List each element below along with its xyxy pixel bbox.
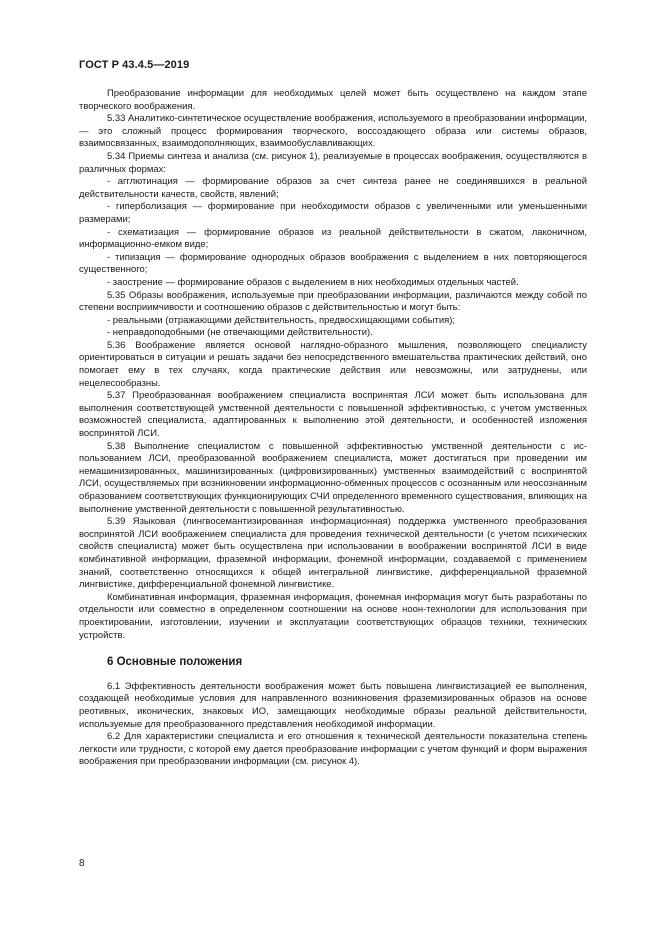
paragraph: 5.34 Приемы синтеза и анализа (см. рисунок 1), реализуемые в процессах воображения, осуществляются в различных формах: bbox=[79, 150, 587, 175]
paragraph: 5.36 Воображение является основой наглядно-образного мышления, позволяющего специалисту ориентироваться в ситуации и решать задачи без непосредственного вмешательства практических действий, оно помогает ему в тех случаях, когда практические действия или невозможны, или затруднены, или нецелесообразны. bbox=[79, 339, 587, 389]
section-heading: 6 Основные положения bbox=[107, 656, 243, 669]
paragraph: 5.35 Образы воображения, используемые при преобразовании информации, различаются между собой по степени восприимчивости и соотношению образов с действительностью и могут быть: bbox=[79, 289, 587, 314]
list-item: - неправдоподобными (не отвечающими действительности). bbox=[107, 327, 373, 339]
paragraph: 5.33 Аналитико-синтетическое осуществление воображения, используемого в преобразовании информации, — это сложный процесс формирования творческого, воссоздающего образа или системы образов, взаимосвязанных, взаимодополняющих, взаимообуславливающих. bbox=[79, 113, 588, 150]
paragraph: 6.2 Для характеристики специалиста и его отношения к технической деятельности показательна степень легкости или трудности, с которой ему дается преобразование информации с учетом функций и форм выражения воображения при преобразовании информации (см. рисунок 4). bbox=[79, 731, 587, 768]
list-item: - реальными (отражающими действительность, предвосхищающими события); bbox=[107, 314, 455, 326]
paragraph: 5.37 Преобразованная воображением специалиста воспринятая ЛСИ может быть использована для выполнения соответствующей умственной деятельности с повышенной эффективностью, с учетом умственных возможностей специалиста, адаптированных к выполнению этой деятельности, и особенностей изложения воспринятой ЛСИ. bbox=[79, 390, 587, 440]
list-item: - типизация — формирование однородных образов воображения с выделением в них повторяющегося существенного; bbox=[79, 251, 587, 276]
paragraph: 5.39 Языковая (лингвосемантизированная информационная) поддержка умственного преобразования воспринятой ЛСИ воображением специалиста для проведения технической деятельности (с учетом психических свойств специалиста) может быть осуществлена при использовании в воображении воспринятой ЛСИ в виде комбинативной информации, фраземной информации, фонемной информации, создаваемой с применением знаний, соответственно относящихся к общей интегральной лингвистике, дифференциальной фраземной лингвистике, дифференциальной фонемной лингвистике. bbox=[79, 516, 587, 591]
document-body bbox=[79, 88, 587, 769]
list-item: - агглютинация — формирование образов за счет синтеза ранее не соединявшихся в реальной действительности качеств, свойств, явлений; bbox=[79, 176, 587, 200]
list-item: - гиперболизация — формирование при необходимости образов с увеличенными или уменьшенными размерами; bbox=[79, 201, 587, 225]
paragraph: Комбинативная информация, фраземная информация, фонемная информация могут быть разработаны по отдельности или совместно в определенном соотношении на основе ноон-технологии для использования при проектировании, изготовлении, изучении и эксплуатации соответствующих образцов техники, технических устройств. bbox=[79, 591, 587, 641]
paragraph: Преобразование информации для необходимых целей может быть осуществлено на каждом этапе творческого воображения. bbox=[79, 88, 587, 112]
list-item: - заострение — формирование образов с выделением в них необходимых отдельных частей. bbox=[107, 276, 519, 288]
paragraph: 5.38 Выполнение специалистом с повышенной эффективностью умственной деятельности с использованием ЛСИ, преобразованной воображением специалиста, может достигаться при проведении им немашинизированных, машинизированных (цифровизированных) умственных взаимодействий с воспринятой ЛСИ, осуществляемых при возникновении информационно-обменных процессов с осознанным или неосознанным образованием соответствующих функционирующих СЧИ определенного временного существования, влияющих на выполнение умственной деятельности с повышенной результативностью. bbox=[79, 440, 587, 515]
document-header: ГОСТ Р 43.4.5—2019 bbox=[79, 59, 190, 71]
paragraph: 6.1 Эффективность деятельности воображения может быть повышена лингвистизацией ее выполнения, создающей необходимые условия для направленного возникновения фраземизированных образов на основе реотивных, иконических, знаковых ИО, замещающих необходимые образы реальной действительности, используемые для преобразованного представления необходимой информации. bbox=[79, 680, 587, 730]
page-number: 8 bbox=[79, 858, 85, 869]
list-item: - схематизация — формирование образов из реальной действительности в сжатом, лаконичном, информационно-емком виде; bbox=[79, 226, 587, 251]
